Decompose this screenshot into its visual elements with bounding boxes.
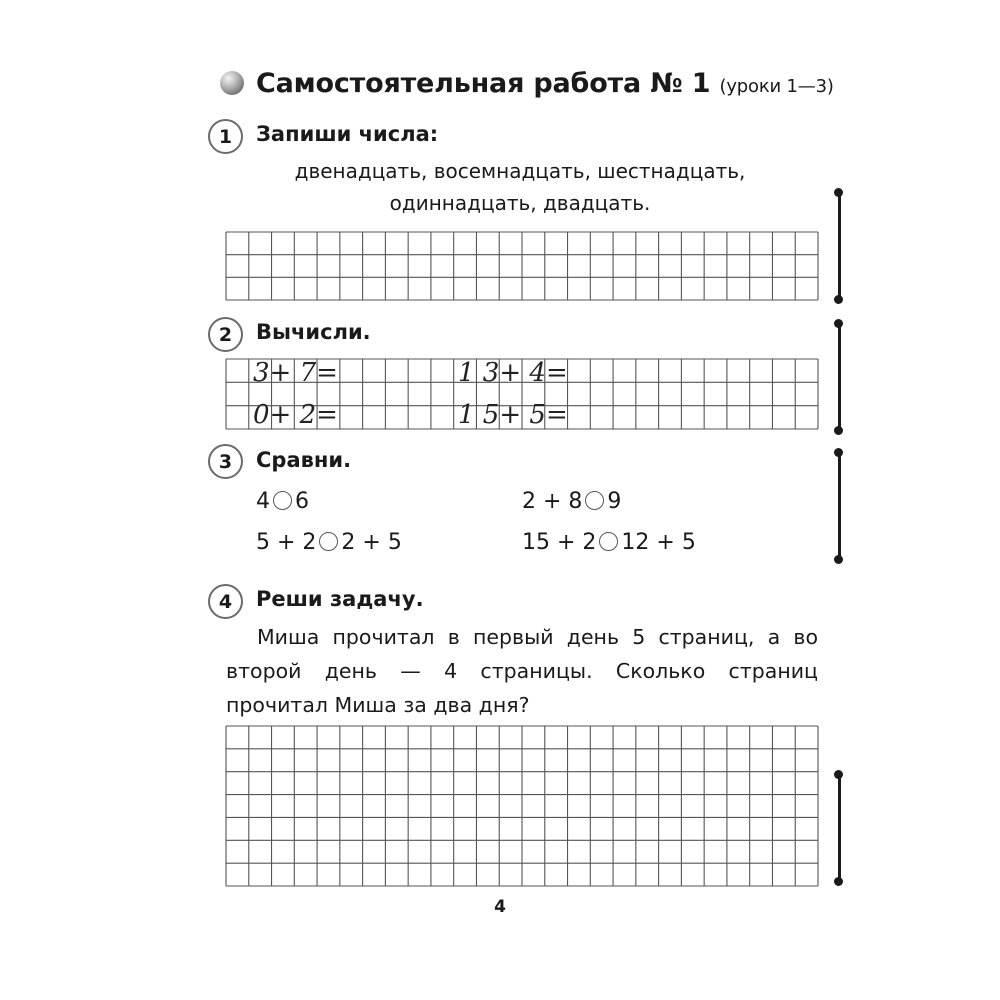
score-bar-1-bottom-dot: [834, 295, 843, 304]
task-1-text-line-2: одиннадцать, двадцать.: [389, 191, 651, 215]
task-1-text-line-1: двенадцать, восемнадцать, шестнадцать,: [294, 159, 746, 183]
score-bar-4: [838, 774, 841, 880]
task-4-title: Реши задачу.: [256, 587, 424, 611]
task-2-example-1: 3+ 7=: [253, 358, 338, 388]
score-bar-4-bottom-dot: [834, 877, 843, 886]
comparison-4: [522, 529, 696, 557]
task-3-title: Сравни.: [256, 448, 352, 472]
comparison-4-left: 15 + 2: [522, 530, 597, 555]
task-number-2: 2: [208, 317, 243, 352]
title-lessons: (уроки 1—3): [719, 76, 834, 97]
score-bar-1: [838, 192, 841, 298]
score-bar-3: [838, 452, 841, 558]
comparison-1: [256, 488, 309, 516]
comparison-circle-icon[interactable]: [319, 532, 338, 551]
task-4-problem-text: Миша прочитал в первый день 5 страниц, а во второй день — 4 страницы. Сколько страниц прочитал Миша за два дня?: [226, 625, 818, 717]
task-2-example-3: 0+ 2=: [253, 400, 338, 430]
comparison-1-right: 6: [295, 489, 309, 514]
task-1-grid[interactable]: [225, 231, 819, 301]
task-number-3: 3: [208, 444, 243, 479]
score-bar-2-bottom-dot: [834, 426, 843, 435]
comparison-2-left: 2 + 8: [522, 489, 583, 514]
comparison-circle-icon[interactable]: [599, 532, 618, 551]
comparison-2-right: 9: [607, 489, 622, 514]
page-title: [256, 64, 834, 107]
task-number-1: 1: [208, 119, 243, 154]
task-2-example-2: 1 3+ 4=: [458, 358, 568, 388]
score-bar-2: [838, 323, 841, 429]
task-4-grid[interactable]: [225, 725, 819, 887]
comparison-2: [522, 488, 621, 516]
page-number: 4: [494, 897, 506, 917]
score-bar-3-bottom-dot: [834, 555, 843, 564]
task-number-4: 4: [208, 584, 243, 619]
comparison-3: [256, 529, 402, 557]
comparison-circle-icon[interactable]: [273, 491, 292, 510]
task-2-example-4: 1 5+ 5=: [458, 400, 568, 430]
comparison-3-right: 2 + 5: [341, 530, 402, 555]
comparison-1-left: 4: [256, 489, 270, 514]
task-1-title: Запиши числа:: [256, 122, 439, 146]
task-2-title: Вычисли.: [256, 320, 371, 344]
title-text: Самостоятельная работа № 1: [256, 68, 711, 99]
title-bullet-icon: [220, 71, 244, 95]
comparison-4-right: 12 + 5: [621, 530, 696, 555]
comparison-circle-icon[interactable]: [585, 491, 604, 510]
comparison-3-left: 5 + 2: [256, 530, 317, 555]
